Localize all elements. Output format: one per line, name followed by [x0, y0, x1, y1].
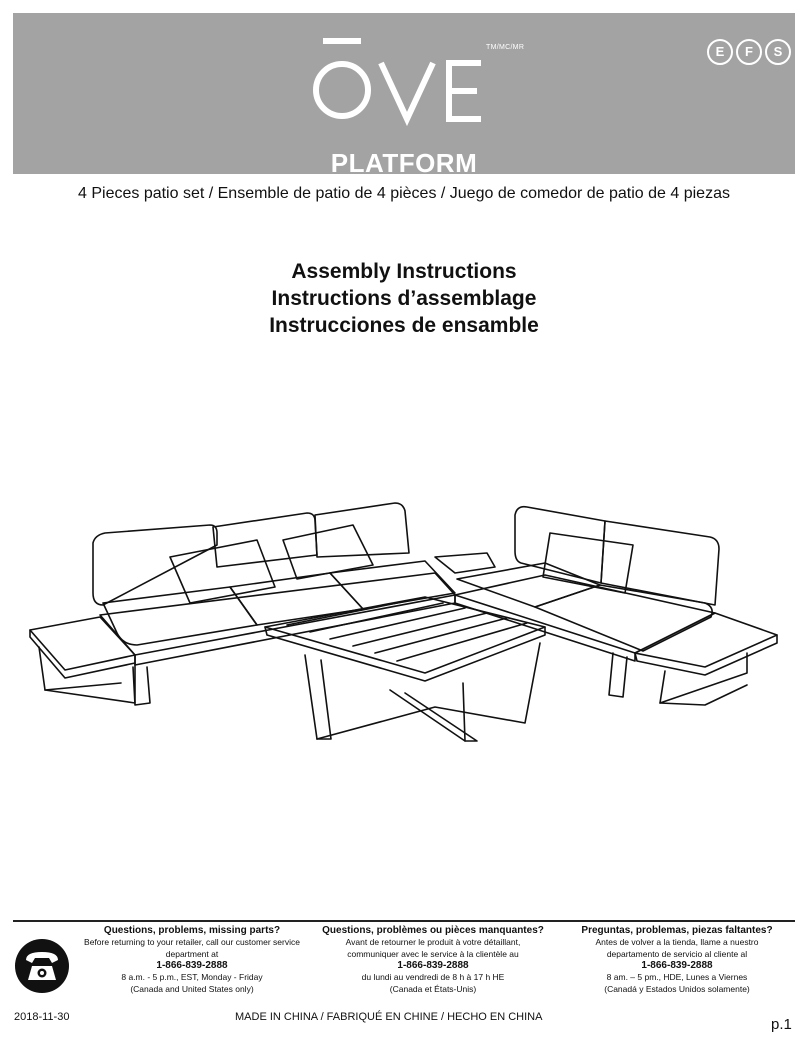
ove-logo [303, 35, 503, 135]
support-hours-spanish: 8 am. – 5 pm., HDE, Lunes a Viernes [606, 972, 748, 982]
support-line1-english: Before returning to your retailer, call our customer service [84, 937, 300, 947]
title-french: Instructions d’assemblage [271, 287, 537, 310]
support-phone-english: 1-866-839-2888 [156, 960, 228, 971]
coffee-table-top [265, 597, 545, 673]
language-badge-french: F [736, 39, 762, 65]
left-throw-pillow-2 [283, 525, 373, 579]
title-spanish: Instrucciones de ensamble [269, 314, 539, 337]
support-region-english: (Canada and United States only) [130, 983, 254, 994]
support-line2-french: communiquer avec le service à la clientèle au [347, 948, 519, 959]
left-backrest-cushion-1 [93, 525, 217, 605]
support-phone-french: 1-866-839-2888 [397, 960, 469, 971]
support-line2-spanish: departamento de servicio al cliente al [606, 948, 748, 959]
support-spanish [557, 924, 797, 995]
page-number: p.1 [771, 1016, 792, 1033]
language-badge-spanish: S [765, 39, 791, 65]
left-seat-cushion-2 [230, 573, 363, 625]
left-throw-pillow-1 [170, 540, 275, 603]
left-seat-cushion-3 [330, 561, 455, 609]
support-question-english: Questions, problems, missing parts? [103, 925, 281, 936]
right-side-table [635, 613, 777, 667]
support-french [313, 924, 553, 995]
support-hours-french: du lundi au vendredi de 8 h à 17 h HE [361, 972, 505, 982]
support-english [72, 924, 312, 995]
support-hours-english: 8 a.m. - 5 p.m., EST, Monday - Friday [121, 972, 263, 982]
title-english: Assembly Instructions [291, 260, 517, 283]
header-banner [13, 13, 795, 178]
trademark-label: TM/MC/MR [486, 44, 525, 51]
footer-divider [13, 920, 795, 922]
support-region-french: (Canada et États-Unis) [389, 983, 477, 994]
document-date: 2018-11-30 [14, 1011, 70, 1023]
support-question-french: Questions, problèmes ou pièces manquantes? [322, 925, 544, 936]
support-question-spanish: Preguntas, problemas, piezas faltantes? [581, 925, 773, 936]
telephone-icon [14, 938, 70, 994]
support-line1-spanish: Antes de volver a la tienda, llame a nuestro [595, 937, 759, 947]
language-badge-english: E [707, 39, 733, 65]
right-backrest-cushion-1 [515, 507, 605, 583]
support-phone-spanish: 1-866-839-2888 [641, 960, 713, 971]
document-titles [0, 258, 808, 339]
product-subtitle: 4 Pieces patio set / Ensemble de patio de 4 pièces / Juego de comedor de patio de 4 piezas [78, 185, 730, 202]
support-line2-english: department at [165, 948, 219, 959]
corner-table [435, 553, 495, 573]
made-in-label: MADE IN CHINA / FABRIQUÉ EN CHINE / HECHO EN CHINA [235, 1011, 543, 1023]
left-side-table [30, 617, 135, 670]
right-seat-cushion-2 [535, 585, 712, 651]
patio-set-illustration [25, 495, 785, 760]
support-region-spanish: (Canadá y Estados Unidos solamente) [604, 983, 750, 994]
product-name: PLATFORM [330, 148, 478, 178]
support-line1-french: Avant de retourner le produit à votre détaillant, [345, 937, 521, 947]
